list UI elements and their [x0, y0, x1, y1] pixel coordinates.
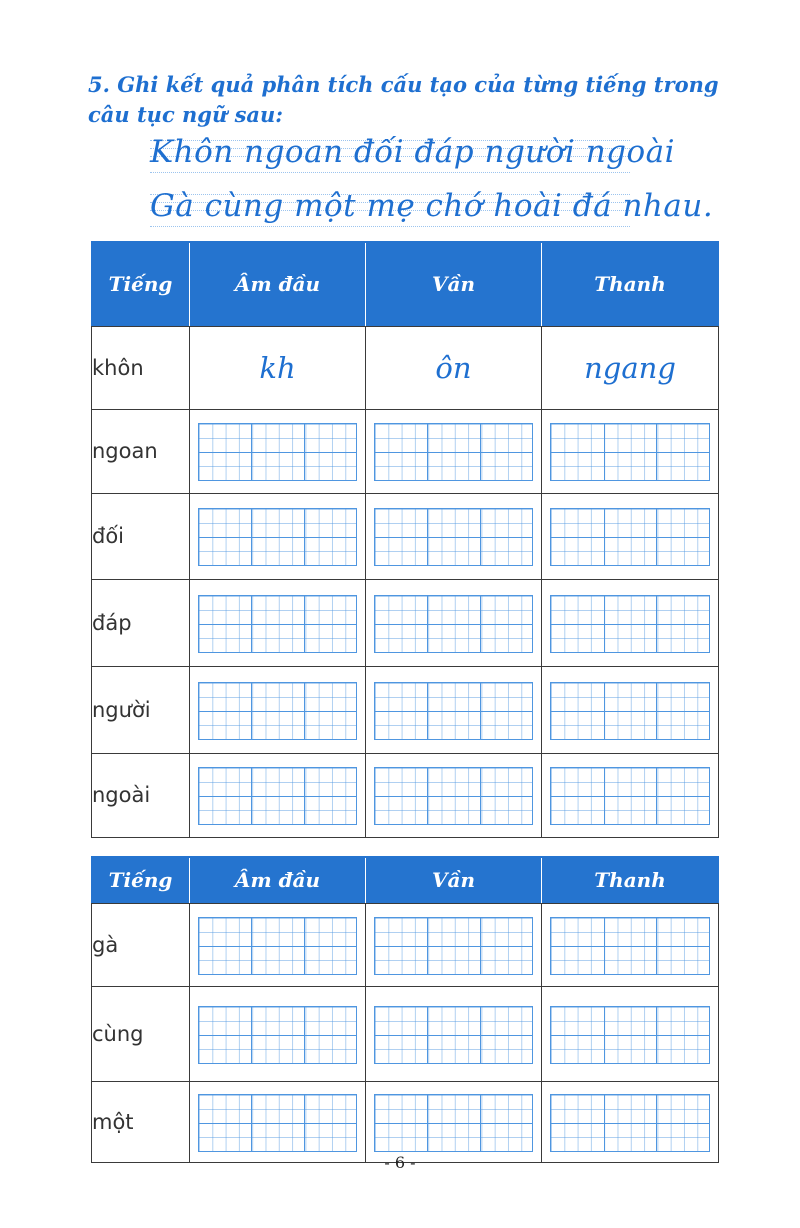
- table-row: [92, 903, 719, 986]
- page-number: - 6 -: [384, 1153, 416, 1172]
- writing-box[interactable]: [374, 682, 533, 740]
- writing-box[interactable]: [374, 508, 533, 566]
- header-thanh: Thanh: [542, 242, 719, 326]
- writing-box[interactable]: [374, 1094, 533, 1152]
- word-cell: ngoan: [92, 409, 190, 493]
- table-row-example: [92, 326, 719, 409]
- analysis-table-1: [91, 241, 719, 838]
- writing-box[interactable]: [198, 508, 357, 566]
- writing-box[interactable]: [198, 917, 357, 975]
- word-cell: một: [92, 1081, 190, 1162]
- writing-box[interactable]: [550, 508, 710, 566]
- table-row: [92, 666, 719, 753]
- exercise-title: 5. Ghi kết quả phân tích cấu tạo của từng tiếng trong câu tục ngữ sau:: [88, 72, 719, 127]
- writing-box[interactable]: [374, 423, 533, 481]
- word-cell: đáp: [92, 579, 190, 666]
- writing-box[interactable]: [550, 423, 710, 481]
- word-cell: ngoài: [92, 753, 190, 837]
- writing-box[interactable]: [198, 1006, 357, 1064]
- header-tieng: Tiếng: [92, 857, 190, 903]
- writing-box[interactable]: [550, 917, 710, 975]
- proverb-line-2: Gà cùng một mẹ chớ hoài đá nhau.: [150, 188, 714, 224]
- proverb-block: [150, 126, 714, 238]
- word-cell: cùng: [92, 986, 190, 1081]
- header-am-dau: Âm đầu: [190, 242, 366, 326]
- answer-am-dau: kh: [259, 350, 296, 385]
- writing-box[interactable]: [374, 917, 533, 975]
- writing-box[interactable]: [550, 595, 710, 653]
- table-row: [92, 753, 719, 837]
- header-thanh: Thanh: [542, 857, 719, 903]
- header-van: Vần: [366, 242, 542, 326]
- table-row: [92, 986, 719, 1081]
- writing-box[interactable]: [550, 767, 710, 825]
- writing-box[interactable]: [198, 1094, 357, 1152]
- writing-box[interactable]: [374, 1006, 533, 1064]
- writing-box[interactable]: [550, 1006, 710, 1064]
- analysis-table-2: [91, 856, 719, 1163]
- writing-box[interactable]: [198, 423, 357, 481]
- word-cell: khôn: [92, 326, 190, 409]
- header-van: Vần: [366, 857, 542, 903]
- word-cell: gà: [92, 903, 190, 986]
- table-row: [92, 493, 719, 579]
- table-row: [92, 409, 719, 493]
- word-cell: đối: [92, 493, 190, 579]
- table-row: [92, 1081, 719, 1162]
- table-row: [92, 579, 719, 666]
- writing-box[interactable]: [374, 595, 533, 653]
- word-cell: người: [92, 666, 190, 753]
- proverb-line-1: Khôn ngoan đối đáp người ngoài: [150, 134, 676, 170]
- writing-box[interactable]: [374, 767, 533, 825]
- header-tieng: Tiếng: [92, 242, 190, 326]
- answer-van: ôn: [435, 350, 472, 385]
- writing-box[interactable]: [550, 682, 710, 740]
- writing-box[interactable]: [198, 595, 357, 653]
- header-am-dau: Âm đầu: [190, 857, 366, 903]
- writing-box[interactable]: [198, 767, 357, 825]
- answer-thanh: ngang: [584, 350, 676, 385]
- writing-box[interactable]: [198, 682, 357, 740]
- writing-box[interactable]: [550, 1094, 710, 1152]
